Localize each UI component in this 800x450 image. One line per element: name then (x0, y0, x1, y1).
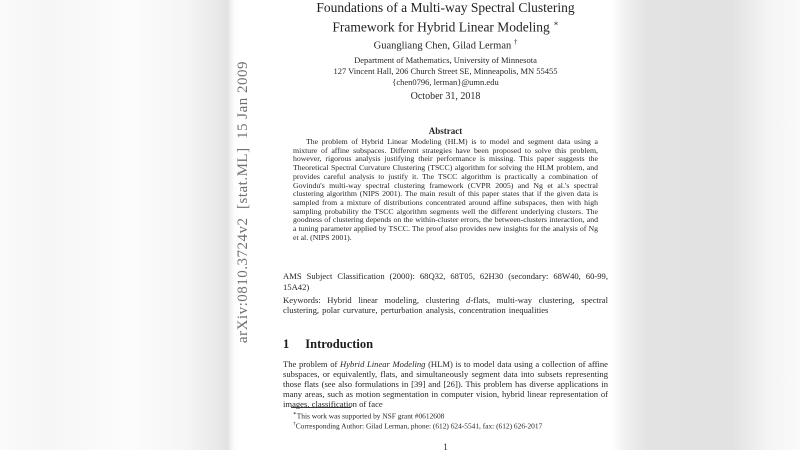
author-email: {chen0796, lerman}@umn.edu (392, 77, 499, 87)
arxiv-stamp (233, 58, 253, 346)
keywords-label: Keywords: (283, 295, 321, 305)
footnote-1-text: This work was supported by NSF grant #0612608 (296, 411, 445, 421)
abstract-body: The problem of Hybrid Linear Modeling (HLM) is to model and segment data using a mixture of affine subspaces. Different strategies have been proposed to solve this problem, however, rigorous analysis justifying their performance is missing. This paper suggests the Theoretical Spectral Curvature Clustering (TSCC) algorithm for solving the HLM problem, and provides careful analysis to justify it. The TSCC algorithm is practically a combination of Govindu's multi-way spectral clustering framework (CVPR 2005) and Ng et al.'s spectral clustering algorithm (NIPS 2001). The main result of this paper states that if the given data is sampled from a mixture of distributions concentrated around affine subspaces, then with high sampling probability the TSCC algorithm segments well the different underlying clusters. The goodness of clustering depends on the within-cluster errors, the between-clusters interaction, and a tuning parameter applied by TSCC. The proof also provides new insights for the analysis of Ng et al. (NIPS 2001). (293, 137, 598, 242)
keywords-part1: Hybrid linear modeling, clustering (320, 295, 467, 305)
footnote-1-marker: ∗ (293, 411, 297, 417)
paper-content-column (283, 0, 608, 450)
title-footnote-marker: ∗ (553, 19, 559, 28)
keywords-italic-term: d (466, 295, 471, 305)
intro-italic-term: Hybrid Linear Modeling (340, 359, 426, 369)
intro-part1: The problem of (283, 359, 341, 369)
author-names: Guangliang Chen, Gilad Lerman (373, 40, 512, 52)
keywords-paragraph (283, 295, 608, 315)
affiliation-department: Department of Mathematics, University of Minnesota (354, 55, 537, 65)
author-footnote-marker: † (513, 38, 518, 46)
footnote-2 (283, 420, 608, 430)
intro-paragraph (283, 359, 608, 409)
authors-line (283, 38, 608, 52)
footnotes-block (283, 410, 608, 431)
footnote-1 (283, 410, 608, 420)
page-number: 1 (443, 442, 448, 450)
section-title: Introduction (305, 337, 374, 351)
date-line: October 31, 2018 (410, 91, 481, 102)
paper-title-line1: Foundations of a Multi-way Spectral Clustering (316, 0, 575, 15)
abstract-heading: Abstract (428, 126, 463, 136)
ams-classification: AMS Subject Classification (2000): 68Q32, 68T05, 62H30 (secondary: 68W40, 60-99, 15A42) (283, 271, 608, 292)
section-number: 1 (283, 337, 290, 351)
footnote-2-marker: † (293, 421, 296, 428)
paper-title (283, 0, 608, 36)
section-1-heading (283, 337, 608, 352)
paper-title-line2: Framework for Hybrid Linear Modeling (332, 19, 550, 35)
footnote-2-text: Corresponding Author: Gilad Lerman, phone: (612) 624-5541, fax: (612) 626-2017 (295, 421, 543, 431)
arxiv-stamp-text: arXiv:0810.3724v2 [stat.ML] 15 Jan 2009 (235, 60, 251, 344)
footnote-rule (291, 407, 351, 408)
intro-part2: (HLM) is to model data using a collection of affine subspaces, or equivalently, flats, and simultaneously segment data into subsets representing those flats (see also formulations in [39] and [26]). This problem has diverse applications in many areas, such as motion segmentation in computer vision, hybrid linear representation of images, classification of face (283, 359, 608, 409)
keywords-part2: -flats, multi-way clustering, spectral clustering, polar curvature, perturbation analysis, concentration inequalities (283, 295, 608, 315)
affiliation-address: 127 Vincent Hall, 206 Church Street SE, Minneapolis, MN 55455 (333, 66, 558, 76)
